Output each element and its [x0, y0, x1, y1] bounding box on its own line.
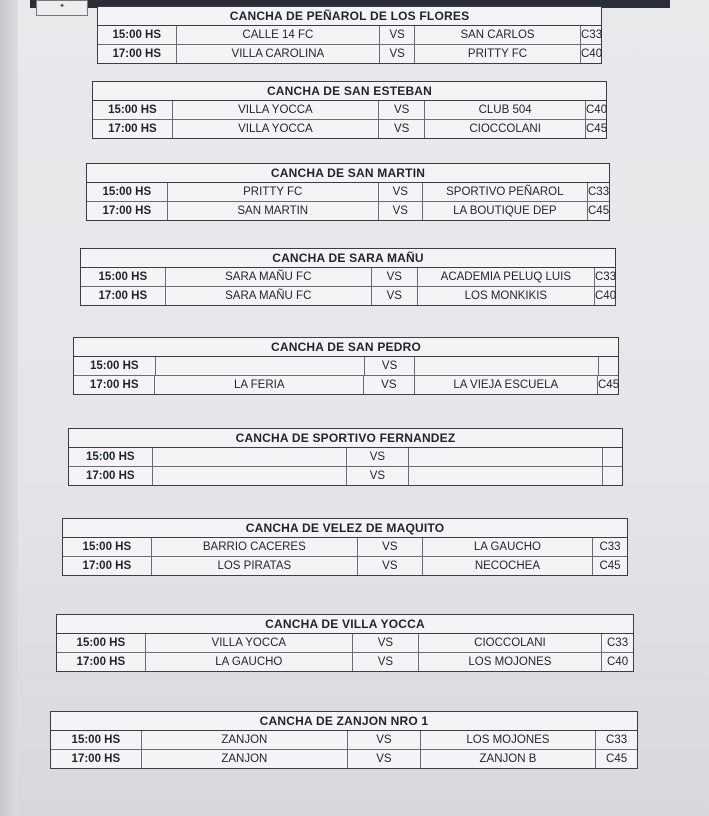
venue-title: CANCHA DE SAN PEDRO — [74, 338, 618, 357]
vs-label: VS — [364, 357, 415, 375]
category-code: C45 — [592, 557, 627, 575]
venue-table — [56, 614, 634, 672]
match-rows — [98, 26, 601, 63]
vs-label: VS — [352, 634, 418, 652]
home-team — [152, 448, 346, 466]
home-team: VILLA CAROLINA — [176, 45, 380, 63]
home-team: VILLA YOCCA — [172, 101, 378, 119]
home-team: SARA MAÑU FC — [165, 268, 371, 286]
category-code: C33 — [601, 634, 633, 652]
match-row — [69, 448, 622, 466]
match-row — [74, 375, 618, 394]
away-team: ACADEMIA PELUQ LUIS — [417, 268, 594, 286]
venue-title: CANCHA DE SPORTIVO FERNANDEZ — [69, 429, 622, 448]
home-team: LA GAUCHO — [145, 653, 352, 671]
match-row — [57, 634, 633, 652]
category-code: C33 — [595, 731, 637, 749]
match-time: 15:00 HS — [85, 451, 135, 463]
category-code: C45 — [595, 750, 637, 768]
category-code: C33 — [594, 268, 615, 286]
away-team: SPORTIVO PEÑAROL — [422, 183, 587, 201]
category-code: C33 — [587, 183, 609, 201]
match-time: 15:00 HS — [102, 186, 152, 198]
category-code — [598, 357, 618, 375]
match-row — [81, 286, 615, 305]
venue-table — [86, 163, 610, 221]
vs-label: VS — [371, 287, 417, 305]
category-code: C40 — [580, 45, 601, 63]
category-code: C45 — [597, 376, 618, 394]
vs-label: VS — [378, 120, 424, 138]
match-row — [57, 652, 633, 671]
away-team — [408, 448, 602, 466]
venue-table — [80, 248, 616, 306]
venue-title: CANCHA DE PEÑAROL DE LOS FLORES — [98, 7, 601, 26]
vs-label: VS — [346, 467, 408, 485]
match-row — [87, 183, 609, 201]
home-team — [155, 357, 364, 375]
paper-edge — [0, 0, 18, 816]
home-team: PRITTY FC — [167, 183, 378, 201]
away-team: ZANJON B — [420, 750, 595, 768]
venue-title: CANCHA DE VILLA YOCCA — [57, 615, 633, 634]
venue-table — [68, 428, 623, 486]
away-team — [408, 467, 602, 485]
match-time: 17:00 HS — [98, 290, 148, 302]
vs-label: VS — [379, 45, 414, 63]
match-time: 15:00 HS — [98, 271, 148, 283]
match-row — [98, 26, 601, 44]
home-team: ZANJON — [141, 750, 347, 768]
vs-label: VS — [371, 268, 417, 286]
match-rows — [63, 538, 627, 575]
match-row — [74, 357, 618, 375]
vs-label: VS — [346, 448, 408, 466]
match-time: 15:00 HS — [112, 29, 162, 41]
match-time: 15:00 HS — [76, 637, 126, 649]
match-rows — [87, 183, 609, 220]
venue-title: CANCHA DE SARA MAÑU — [81, 249, 615, 268]
category-code — [602, 467, 622, 485]
away-team: LOS MOJONES — [418, 653, 601, 671]
away-team: NECOCHEA — [422, 557, 592, 575]
category-code: C40 — [594, 287, 615, 305]
home-team: VILLA YOCCA — [172, 120, 378, 138]
away-team: PRITTY FC — [414, 45, 580, 63]
category-code: C40 — [585, 101, 606, 119]
match-rows — [93, 101, 606, 138]
match-time: 15:00 HS — [90, 360, 139, 372]
match-row — [63, 538, 627, 556]
match-time: 15:00 HS — [108, 104, 157, 116]
venue-title: CANCHA DE SAN MARTIN — [87, 164, 609, 183]
away-team: CLUB 504 — [424, 101, 585, 119]
match-row — [51, 731, 637, 749]
match-time: 17:00 HS — [82, 560, 132, 572]
category-code: C45 — [587, 202, 609, 220]
match-time: 17:00 HS — [102, 205, 152, 217]
match-time: 17:00 HS — [89, 379, 139, 391]
venue-title: CANCHA DE SAN ESTEBAN — [93, 82, 606, 101]
vs-label: VS — [378, 183, 422, 201]
match-row — [63, 556, 627, 575]
category-code — [602, 448, 622, 466]
logo-image: ✦ — [36, 0, 88, 16]
match-rows — [57, 634, 633, 671]
venue-table — [50, 711, 638, 769]
home-team — [152, 467, 346, 485]
category-code: C33 — [592, 538, 627, 556]
vs-label: VS — [363, 376, 414, 394]
away-team: CIOCCOLANI — [424, 120, 585, 138]
venue-table — [97, 6, 602, 64]
match-row — [93, 119, 606, 138]
vs-label: VS — [347, 750, 420, 768]
away-team: LA GAUCHO — [422, 538, 592, 556]
venue-table — [92, 81, 607, 139]
match-time: 17:00 HS — [112, 48, 162, 60]
home-team: SARA MAÑU FC — [165, 287, 371, 305]
home-team: LOS PIRATAS — [151, 557, 357, 575]
match-time: 17:00 HS — [71, 753, 121, 765]
home-team: VILLA YOCCA — [145, 634, 352, 652]
home-team: LA FERIA — [154, 376, 363, 394]
away-team: SAN CARLOS — [414, 26, 580, 44]
venue-table — [62, 518, 628, 576]
vs-label: VS — [352, 653, 418, 671]
home-team: BARRIO CACERES — [151, 538, 357, 556]
home-team: CALLE 14 FC — [176, 26, 380, 44]
match-time: 17:00 HS — [76, 656, 126, 668]
match-time: 17:00 HS — [108, 123, 157, 135]
category-code: C45 — [585, 120, 606, 138]
match-time: 17:00 HS — [85, 470, 135, 482]
match-row — [98, 44, 601, 63]
away-team: LA VIEJA ESCUELA — [414, 376, 597, 394]
away-team: LOS MOJONES — [420, 731, 595, 749]
match-time: 15:00 HS — [71, 734, 121, 746]
away-team: LOS MONKIKIS — [417, 287, 594, 305]
match-rows — [51, 731, 637, 768]
match-rows — [69, 448, 622, 485]
vs-label: VS — [378, 202, 422, 220]
category-code: C33 — [580, 26, 601, 44]
match-row — [87, 201, 609, 220]
away-team: CIOCCOLANI — [418, 634, 601, 652]
match-rows — [81, 268, 615, 305]
venue-title: CANCHA DE ZANJON NRO 1 — [51, 712, 637, 731]
match-row — [51, 749, 637, 768]
venue-table — [73, 337, 619, 395]
category-code: C40 — [601, 653, 633, 671]
home-team: SAN MARTIN — [167, 202, 378, 220]
home-team: ZANJON — [141, 731, 347, 749]
match-row — [93, 101, 606, 119]
vs-label: VS — [357, 538, 422, 556]
away-team — [414, 357, 598, 375]
vs-label: VS — [357, 557, 422, 575]
match-time: 15:00 HS — [82, 541, 132, 553]
vs-label: VS — [379, 26, 414, 44]
match-row — [69, 466, 622, 485]
venue-title: CANCHA DE VELEZ DE MAQUITO — [63, 519, 627, 538]
away-team: LA BOUTIQUE DEP — [422, 202, 587, 220]
vs-label: VS — [378, 101, 424, 119]
match-row — [81, 268, 615, 286]
match-rows — [74, 357, 618, 394]
vs-label: VS — [347, 731, 420, 749]
